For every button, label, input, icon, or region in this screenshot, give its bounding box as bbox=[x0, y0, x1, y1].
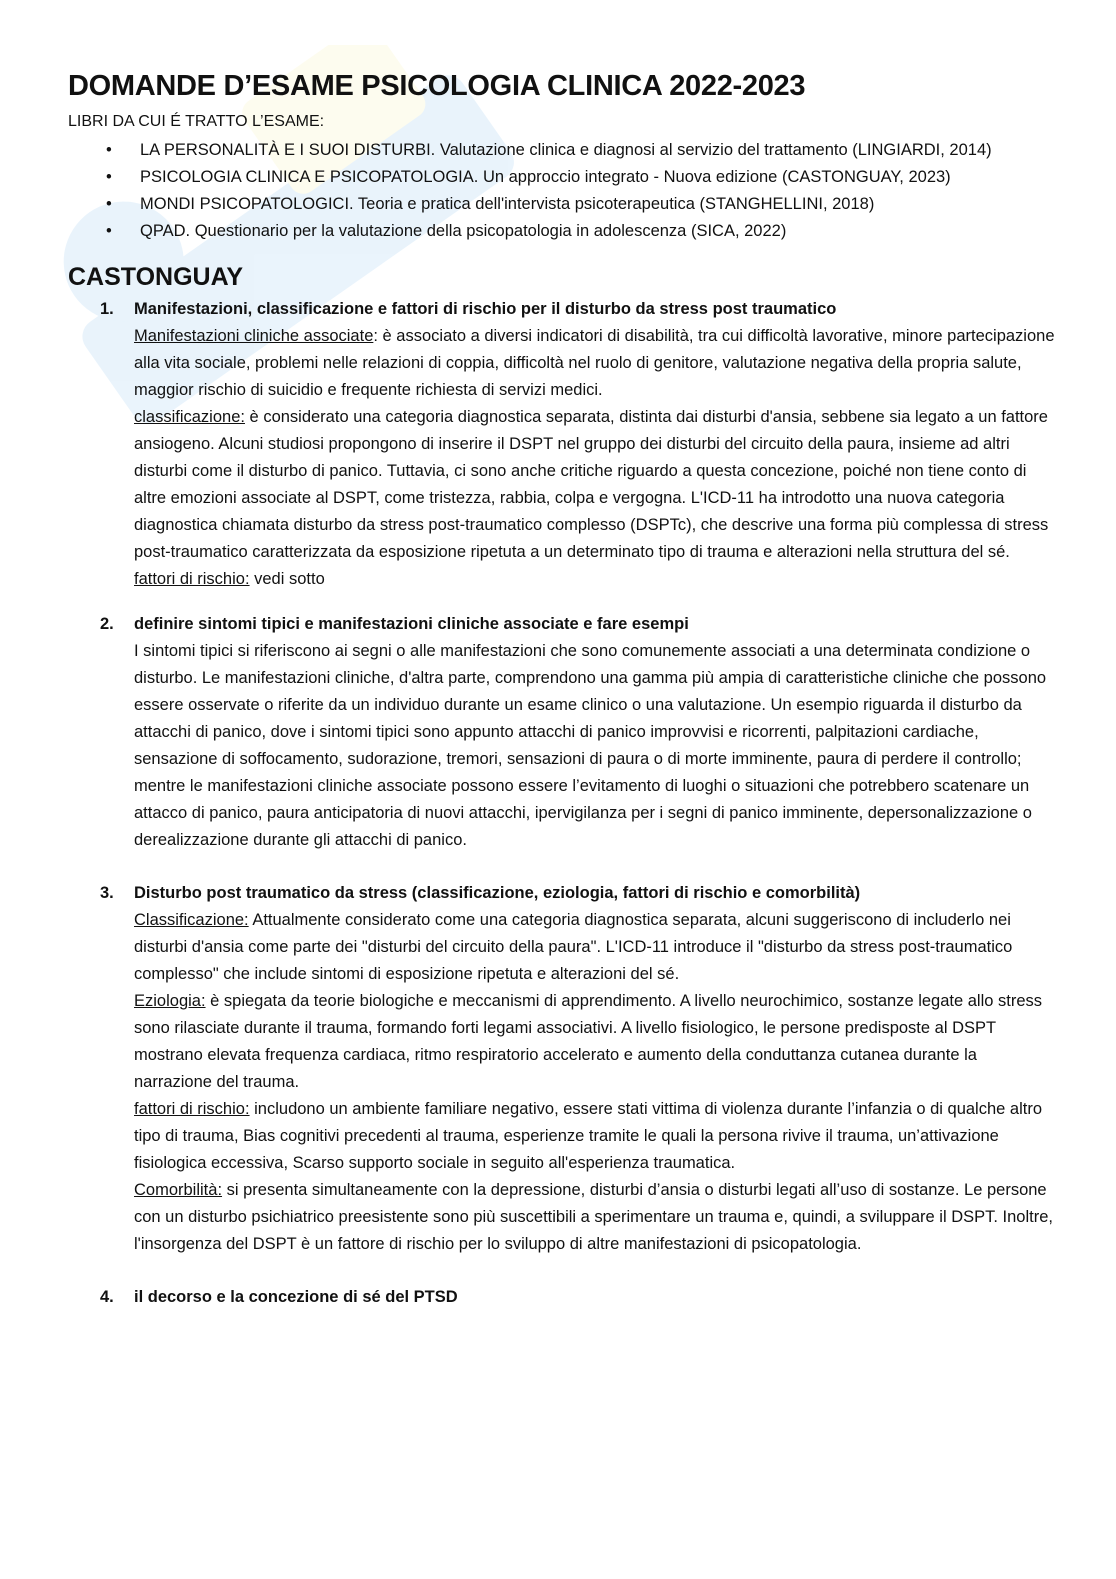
answer-paragraph bbox=[134, 404, 1056, 566]
books-label: LIBRI DA CUI É TRATTO L’ESAME: bbox=[68, 113, 325, 130]
question-item bbox=[68, 611, 1056, 854]
answer-text: è spiegata da teorie biologiche e meccanismi di apprendimento. A livello neurochimico, sostanze legate allo stress sono rilasciate durante il trauma, formando forti legami associativi. A livello fisiologico, le persone predisposte al DSPT mostrano elevata frequenza cardiaca, ritmo respiratorio accelerato e aumento della conduttanza cutanea durante la narrazione del trauma. bbox=[134, 992, 1043, 1091]
answer-label: Manifestazioni cliniche associate bbox=[134, 327, 374, 345]
answer-paragraph bbox=[134, 323, 1056, 404]
answer-paragraph bbox=[134, 1177, 1056, 1258]
question-number: 1. bbox=[100, 300, 114, 318]
answer-paragraph bbox=[134, 566, 1056, 593]
question-number: 2. bbox=[100, 615, 114, 633]
question-title: Manifestazioni, classificazione e fattori di rischio per il disturbo da stress post traumatico bbox=[134, 300, 837, 318]
question-item bbox=[68, 296, 1056, 593]
question-number: 4. bbox=[100, 1288, 114, 1306]
question-title: Disturbo post traumatico da stress (classificazione, eziologia, fattori di rischio e comorbilità) bbox=[134, 884, 861, 902]
answer-label: Eziologia: bbox=[134, 992, 206, 1010]
answer-text: : è associato a diversi indicatori di disabilità, tra cui difficoltà lavorative, minore partecipazione alla vita sociale, problemi nelle relazioni di coppia, difficoltà nel ruolo di genitore, valutazione negativa della propria salute, maggior rischio di suicidio e frequente richiesta di servizi medici. bbox=[134, 327, 1055, 399]
answer-label: Comorbilità: bbox=[134, 1181, 223, 1199]
questions-list bbox=[68, 296, 1056, 1311]
answer-label: classificazione: bbox=[134, 408, 245, 426]
book-item: • QPAD. Questionario per la valutazione della psicopatologia in adolescenza (SICA, 2022) bbox=[140, 218, 1056, 245]
answer-text: vedi sotto bbox=[249, 570, 325, 588]
answer-text: includono un ambiente familiare negativo, essere stati vittima di violenza durante l’infanzia o di qualche altro tipo di trauma, Bias cognitivi precedenti al trauma, esperienze tramite le quali la persona rivive il trauma, un’attivazione fisiologica eccessiva, Scarso supporto sociale in seguito all'esperienza traumatica. bbox=[134, 1100, 1042, 1172]
book-item: • LA PERSONALITÀ E I SUOI DISTURBI. Valutazione clinica e diagnosi al servizio del trattamento (LINGIARDI, 2014) bbox=[140, 137, 1056, 164]
answer-paragraph bbox=[134, 1096, 1056, 1177]
answer-text: è considerato una categoria diagnostica separata, distinta dai disturbi d'ansia, sebbene sia legato a un fattore ansiogeno. Alcuni studiosi propongono di inserire il DSPT nel gruppo dei disturbi del circuito della paura, insieme ad altri disturbi come il disturbo di panico. Tuttavia, ci sono anche critiche riguardo a questa concezione, poiché non tiene conto di altre emozioni associate al DSPT, come tristezza, rabbia, colpa e vergogna. L'ICD-11 ha introdotto una nuova categoria diagnostica chiamata disturbo da stress post-traumatico complesso (DSPTc), che descrive una forma più complessa di stress post-traumatico caratterizzata da esposizione ripetuta a un determinato tipo di trauma e alterazioni nella struttura del sé. bbox=[134, 408, 1049, 561]
answer-paragraph bbox=[134, 907, 1056, 988]
answer-paragraph bbox=[134, 988, 1056, 1096]
answer-label: fattori di rischio: bbox=[134, 1100, 250, 1118]
answer-label: Classificazione: bbox=[134, 911, 249, 929]
question-title: il decorso e la concezione di sé del PTSD bbox=[134, 1288, 458, 1306]
page-title: DOMANDE D’ESAME PSICOLOGIA CLINICA 2022-2023 bbox=[68, 70, 806, 102]
answer-label: fattori di rischio: bbox=[134, 570, 250, 588]
answer-text: Attualmente considerato come una categoria diagnostica separata, alcuni suggeriscono di includerlo nei disturbi d'ansia come parte dei "disturbi del circuito della paura". L'ICD-11 introduce il "disturbo da stress post-traumatico complesso" che include sintomi di esposizione ripetuta e alterazioni del sé. bbox=[134, 911, 1013, 983]
answer-text: I sintomi tipici si riferiscono ai segni o alle manifestazioni che sono comunemente associati a una determinata condizione o disturbo. Le manifestazioni cliniche, d'altra parte, comprendono una gamma più ampia di caratteristiche cliniche che possono essere osservate o riferite da un individuo durante un esame clinico o una valutazione. Un esempio riguarda il disturbo da attacchi di panico, dove i sintomi tipici sono appunto attacchi di panico improvvisi e ricorrenti, palpitazioni cardiache, sensazione di soffocamento, sudorazione, tremori, sensazioni di paura o di morte imminente, paura di perdere il controllo; mentre le manifestazioni cliniche associate possono essere l’evitamento di luoghi o situazioni che potrebbero scatenare un attacco di panico, paura anticipatoria di nuovi attacchi, ipervigilanza per i segni di panico imminente, depersonalizzazione o derealizzazione durante gli attacchi di panico. bbox=[134, 642, 1047, 849]
question-title: definire sintomi tipici e manifestazioni cliniche associate e fare esempi bbox=[134, 615, 689, 633]
book-item: • MONDI PSICOPATOLOGICI. Teoria e pratica dell'intervista psicoterapeutica (STANGHELLINI, 2018) bbox=[140, 191, 1056, 218]
books-list bbox=[68, 137, 1056, 245]
question-item bbox=[68, 880, 1056, 1258]
section-heading: CASTONGUAY bbox=[68, 263, 244, 291]
question-item bbox=[68, 1284, 1056, 1311]
book-item: • PSICOLOGIA CLINICA E PSICOPATOLOGIA. Un approccio integrato - Nuova edizione (CASTONGUAY, 2023) bbox=[140, 164, 1056, 191]
question-number: 3. bbox=[100, 884, 114, 902]
answer-text: si presenta simultaneamente con la depressione, disturbi d’ansia o disturbi legati all’uso di sostanze. Le persone con un disturbo psichiatrico preesistente sono più suscettibili a sperimentare un trauma e, quindi, a sviluppare il DSPT. Inoltre, l'insorgenza del DSPT è un fattore di rischio per lo sviluppo di altre manifestazioni di psicopatologia. bbox=[134, 1181, 1053, 1253]
